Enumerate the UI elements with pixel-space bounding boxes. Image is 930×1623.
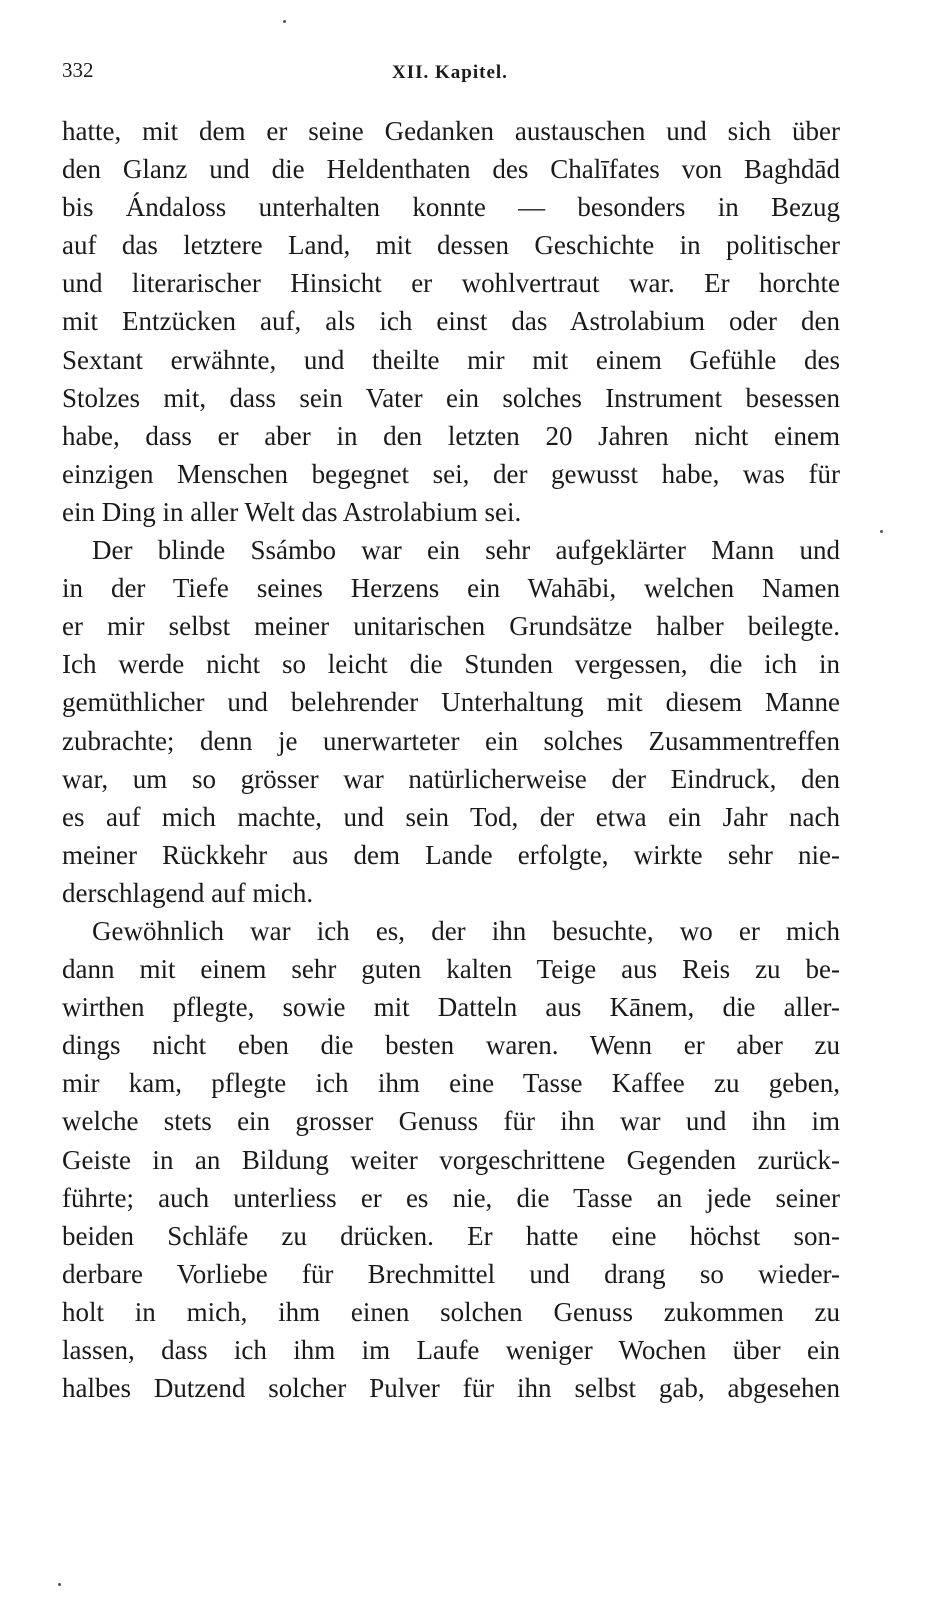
text-line: habe, dass er aber in den letzten 20 Jahren nicht einem [62,420,840,451]
text-line: auf das letztere Land, mit dessen Geschichte in politischer [62,230,840,261]
text-line: derschlagend auf mich. [62,877,314,908]
paragraph-3 [62,912,840,1407]
text-line: in der Tiefe seines Herzens ein Wahābi, welchen Namen [62,573,840,604]
text-line: mir kam, pflegte ich ihm eine Tasse Kaffee zu geben, [62,1068,840,1099]
text-line: Sextant erwähnte, und theilte mir mit einem Gefühle des [62,344,840,375]
text-line: meiner Rückkehr aus dem Lande erfolgte, wirkte sehr nie- [62,839,840,870]
paragraph-1 [62,112,840,531]
text-line: wirthen pflegte, sowie mit Datteln aus Kānem, die aller- [62,992,840,1023]
text-line: Stolzes mit, dass sein Vater ein solches Instrument besessen [62,382,840,413]
text-line: beiden Schläfe zu drücken. Er hatte eine höchst son- [62,1220,840,1251]
text-line: gemüthlicher und belehrender Unterhaltung mit diesem Manne [62,687,840,718]
text-line: Der blinde Ssámbo war ein sehr aufgeklärter Mann und [92,535,840,566]
page-header [62,58,842,88]
running-head: XII. Kapitel. [392,62,508,83]
paragraph-2 [62,531,840,912]
scan-speck [880,530,883,533]
text-line: Geiste in an Bildung weiter vorgeschrittene Gegenden zurück- [62,1144,840,1175]
text-line: derbare Vorliebe für Brechmittel und drang so wieder- [62,1258,840,1289]
text-line: er mir selbst meiner unitarischen Grundsätze halber beilegte. [62,611,840,642]
text-line: es auf mich machte, und sein Tod, der etwa ein Jahr nach [62,801,840,832]
text-line: halbes Dutzend solcher Pulver für ihn selbst gab, abgesehen [62,1373,840,1404]
text-line: dings nicht eben die besten waren. Wenn er aber zu [62,1030,840,1061]
text-line: einzigen Menschen begegnet sei, der gewusst habe, was für [62,458,840,489]
scan-speck [283,20,286,23]
text-line: mit Entzücken auf, als ich einst das Astrolabium oder den [62,306,840,337]
page-number: 332 [62,58,94,82]
text-line: zubrachte; denn je unerwarteter ein solches Zusammentreffen [62,725,840,756]
text-line: war, um so grösser war natürlicherweise der Eindruck, den [62,763,840,794]
text-line: hatte, mit dem er seine Gedanken austauschen und sich über [62,116,840,146]
text-line: welche stets ein grosser Genuss für ihn war und ihn im [62,1106,840,1137]
text-line: Gewöhnlich war ich es, der ihn besuchte, wo er mich [92,915,840,946]
text-line: ein Ding in aller Welt das Astrolabium sei. [62,496,522,527]
text-line: dann mit einem sehr guten kalten Teige aus Reis zu be- [62,954,840,985]
text-line: holt in mich, ihm einen solchen Genuss zukommen zu [62,1296,840,1327]
scan-speck [58,1583,61,1586]
text-line: den Glanz und die Heldenthaten des Chalīfates von Baghdād [62,154,840,185]
text-line: führte; auch unterliess er es nie, die Tasse an jede seiner [62,1182,840,1213]
text-line: und literarischer Hinsicht er wohlvertraut war. Er horchte [62,268,840,299]
text-line: Ich werde nicht so leicht die Stunden vergessen, die ich in [62,649,840,680]
text-line: bis Ándaloss unterhalten konnte — besonders in Bezug [62,192,840,223]
body-text [62,112,840,1407]
text-line: lassen, dass ich ihm im Laufe weniger Wochen über ein [62,1335,840,1365]
